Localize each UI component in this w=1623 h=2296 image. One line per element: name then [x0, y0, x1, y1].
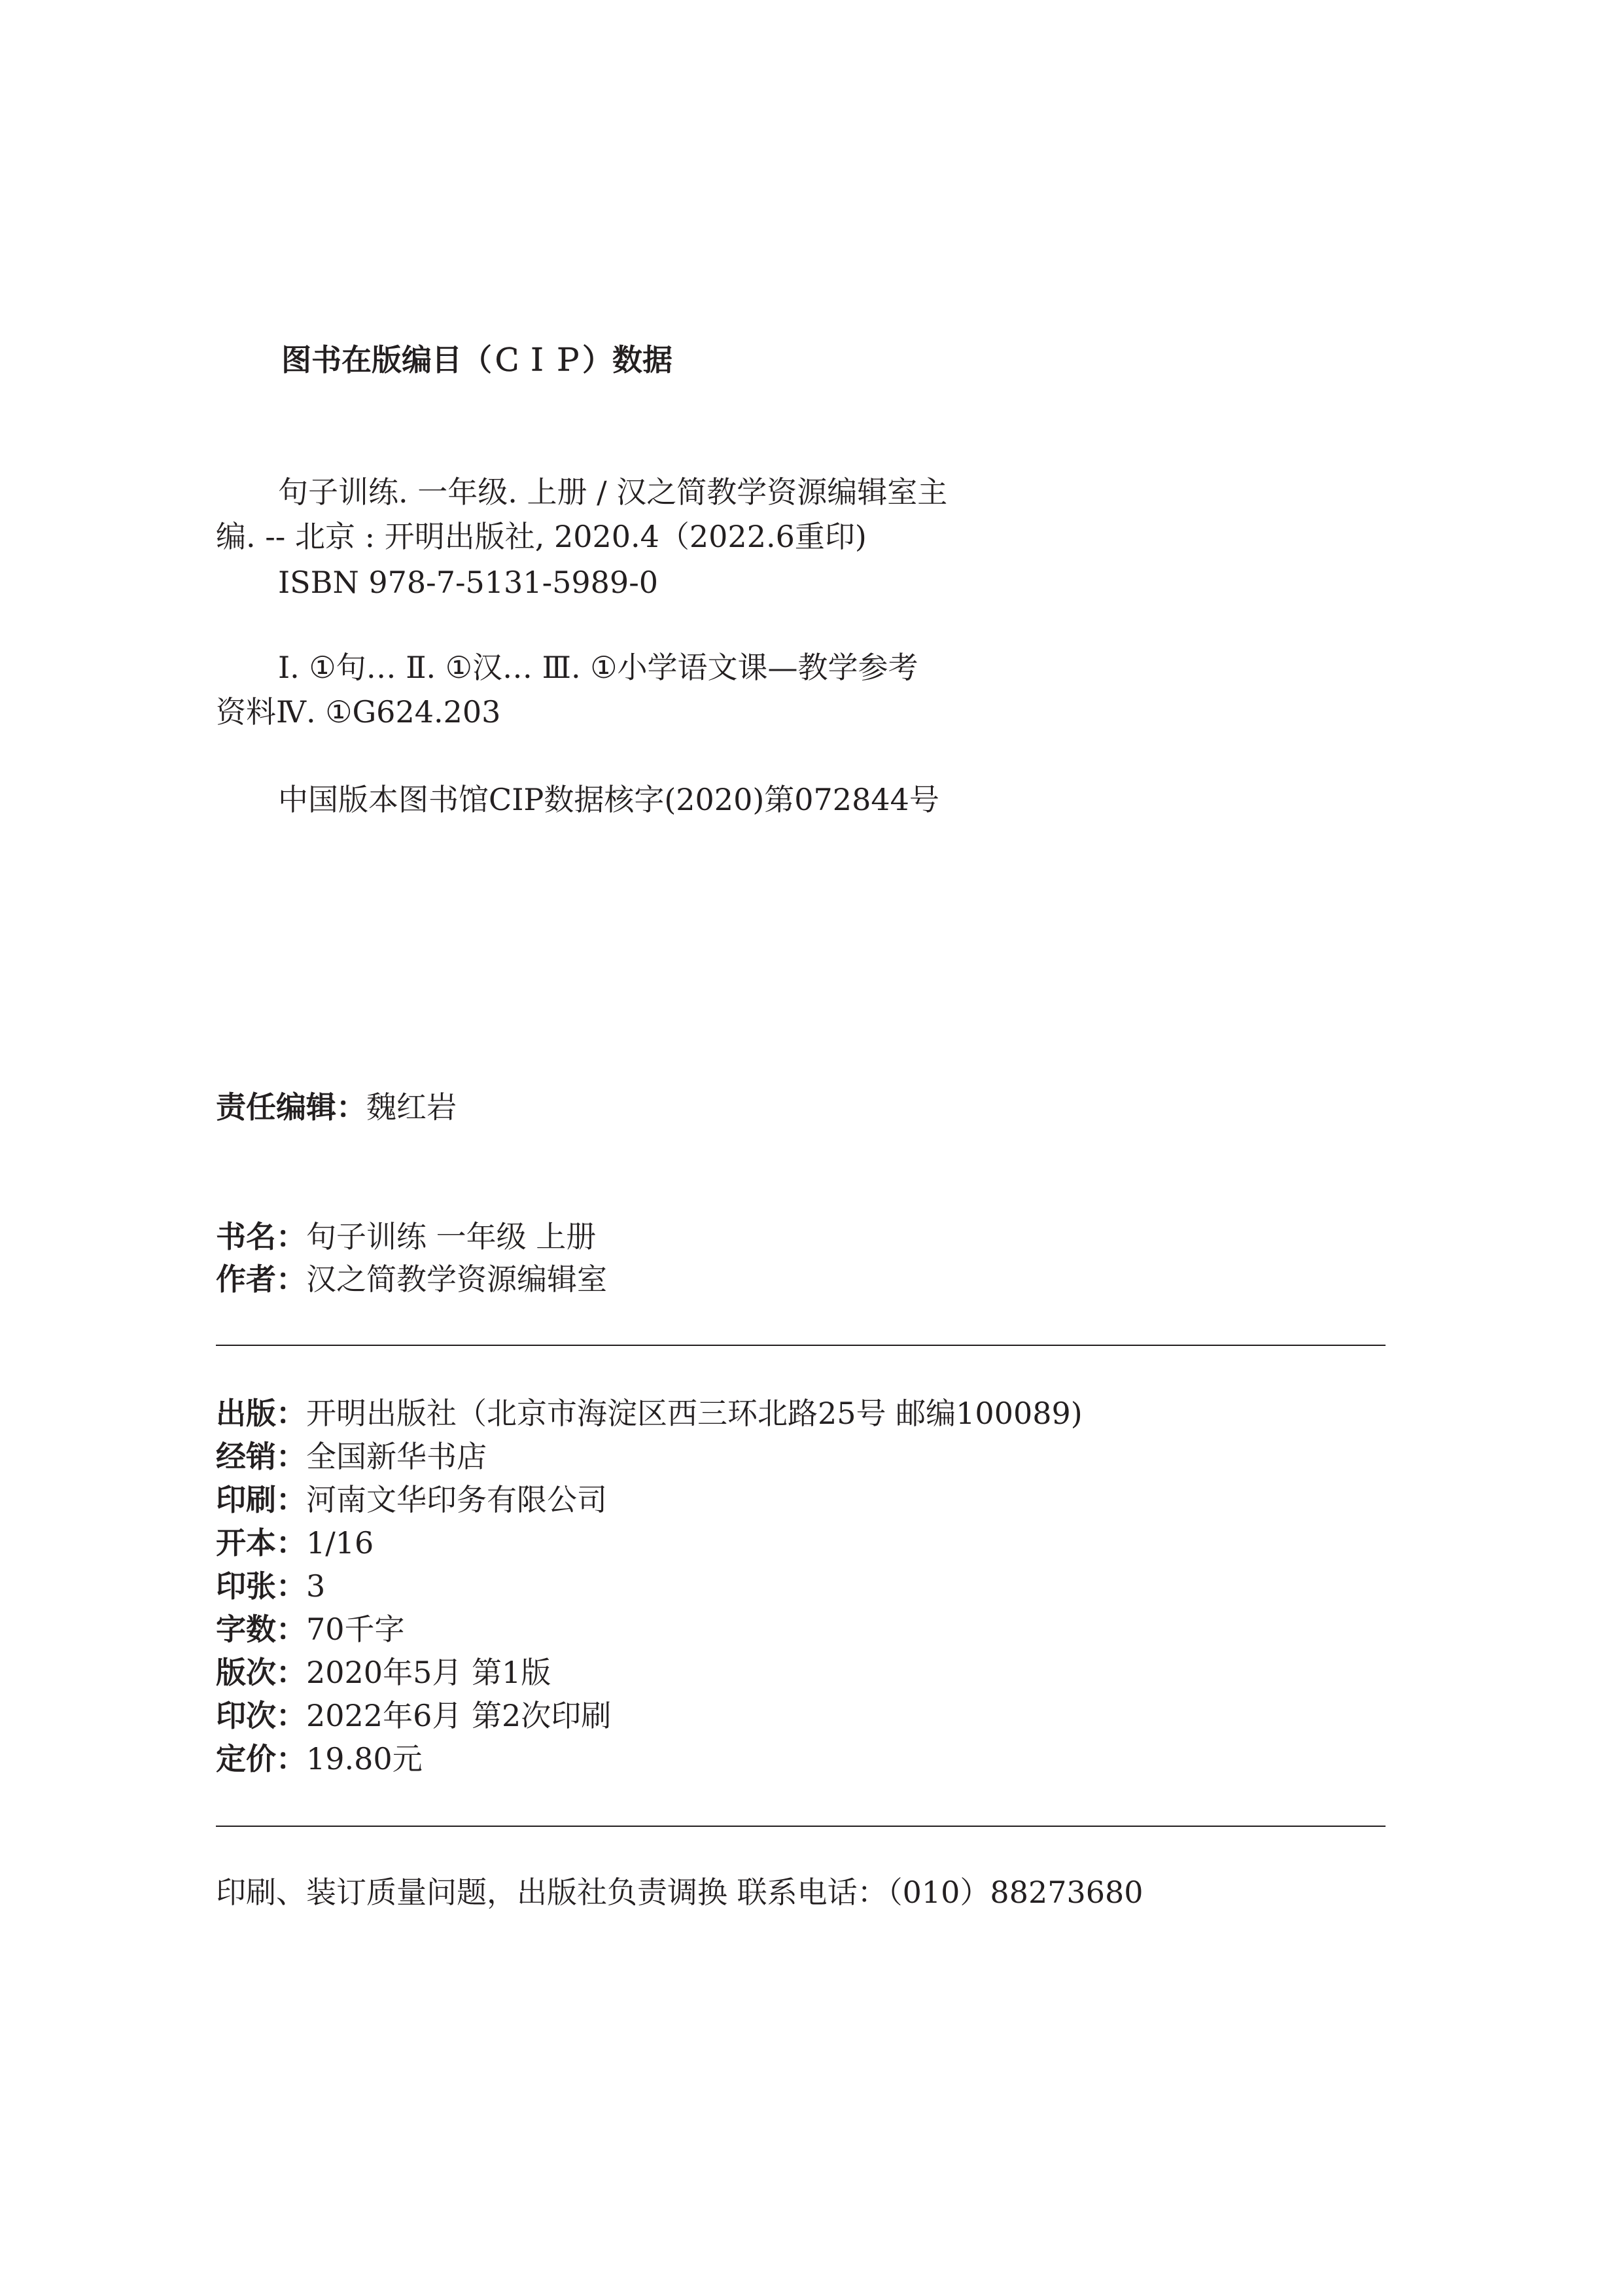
pub-value: 2020年5月 第1版 [306, 1655, 551, 1690]
pub-label: 版次： [216, 1655, 306, 1690]
pub-value: 全国新华书店 [306, 1439, 487, 1474]
responsible-editor-value: 魏红岩 [366, 1089, 457, 1125]
book-author-label: 作者： [216, 1262, 306, 1297]
responsible-editor-label: 责任编辑： [216, 1089, 366, 1125]
pub-label: 印次： [216, 1698, 306, 1733]
cip-entry-line-1: 句子训练. 一年级. 上册 / 汉之简教学资源编辑室主 [278, 474, 948, 510]
pub-label: 印张： [216, 1568, 306, 1604]
cip-isbn: ISBN 978-7-5131-5989-0 [278, 565, 658, 600]
book-title-value: 句子训练 一年级 上册 [306, 1219, 597, 1254]
pub-value: 2022年6月 第2次印刷 [306, 1698, 612, 1733]
pub-row-sheets [216, 1566, 325, 1606]
pub-row-publisher [216, 1394, 1083, 1433]
pub-value: 3 [306, 1568, 326, 1604]
pub-label: 印刷： [216, 1482, 306, 1517]
pub-label: 出版： [216, 1396, 306, 1431]
book-author-value: 汉之简教学资源编辑室 [306, 1262, 607, 1297]
pub-label: 定价： [216, 1741, 306, 1776]
pub-row-printer [216, 1480, 607, 1519]
pub-value: 70千字 [306, 1612, 405, 1647]
pub-row-distributor [216, 1437, 487, 1476]
cip-classification-line-2: 资料Ⅳ. ①G624.203 [216, 694, 501, 730]
divider-top [216, 1345, 1386, 1346]
pub-label: 经销： [216, 1439, 306, 1474]
book-title-row [216, 1217, 596, 1256]
book-author-row [216, 1260, 607, 1299]
pub-row-format [216, 1523, 374, 1563]
pub-value: 开明出版社（北京市海淀区西三环北路25号 邮编100089) [306, 1396, 1083, 1431]
cip-entry-line-2: 编. -- 北京 : 开明出版社, 2020.4（2022.6重印) [216, 519, 867, 554]
pub-label: 开本： [216, 1525, 306, 1561]
responsible-editor [216, 1087, 457, 1127]
pub-row-printing [216, 1696, 611, 1735]
cip-heading: 图书在版编目（ＣＩＰ）数据 [281, 342, 672, 378]
pub-label: 字数： [216, 1612, 306, 1647]
pub-value: 1/16 [306, 1525, 374, 1561]
book-title-label: 书名： [216, 1219, 306, 1254]
footer-note: 印刷、装订质量问题，出版社负责调换 联系电话：（010）88273680 [216, 1875, 1143, 1910]
pub-value: 19.80元 [306, 1741, 423, 1776]
cip-number: 中国版本图书馆CIP数据核字(2020)第072844号 [278, 782, 939, 817]
pub-row-price [216, 1739, 423, 1778]
cip-classification-line-1: Ⅰ. ①句… Ⅱ. ①汉… Ⅲ. ①小学语文课—教学参考 [278, 650, 918, 685]
pub-value: 河南文华印务有限公司 [306, 1482, 607, 1517]
pub-row-edition [216, 1653, 551, 1692]
divider-bottom [216, 1826, 1386, 1827]
pub-row-wordcount [216, 1610, 405, 1649]
